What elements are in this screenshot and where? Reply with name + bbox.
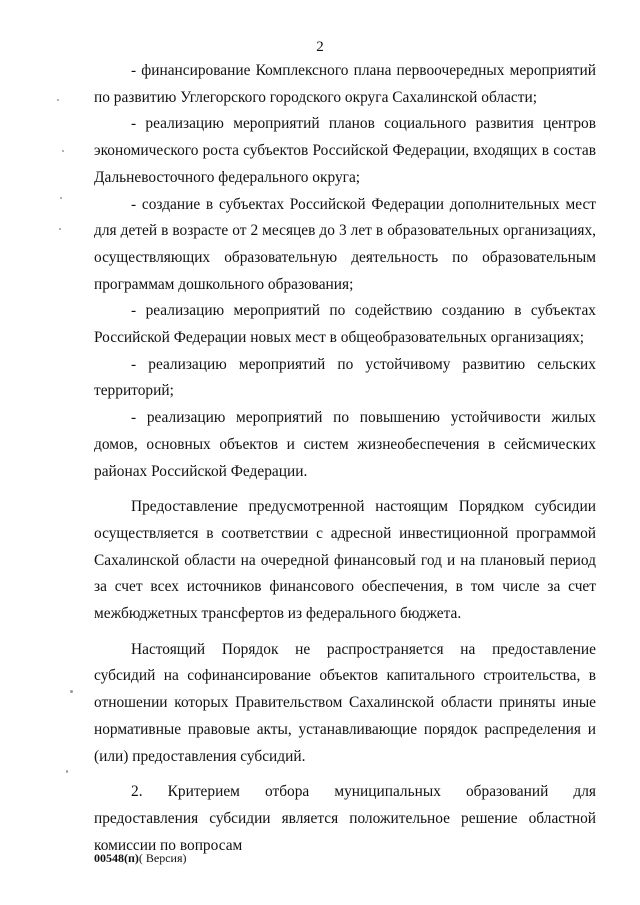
list-item-rural-development: - реализацию мероприятий по устойчивому развитию сельских территорий; [94, 355, 596, 400]
list-item-school-places: - реализацию мероприятий по содействию созданию в субъектах Российской Федерации новых мест в общеобразовательных организациях; [94, 302, 596, 347]
scan-speck [70, 690, 73, 693]
page-number: 2 [316, 39, 324, 55]
list-item-preschool-places: - создание в субъектах Российской Федерации дополнительных мест для детей в возрасте от 2 месяцев до 3 лет в образовательных организациях, осуществляющих образовательную деятельность по образовательным программам дошкольного образования; [94, 195, 596, 293]
list-item-seismic-resilience: - реализацию мероприятий по повышению устойчивости жилых домов, основных объектов и систем жизнеобеспечения в сейсмических районах Российской Федерации. [94, 409, 596, 480]
document-footer [94, 851, 187, 865]
paragraph-scope-exclusion: Настоящий Порядок не распространяется на предоставление субсидий на софинансирование объектов капитального строительства, в отношении которых Правительством Сахалинской области приняты иные нормативные правовые акты, устанавливающие порядок распределения и (или) предоставления субсидий. [94, 640, 596, 765]
document-version: ( Версия) [138, 851, 187, 865]
list-item-uglegorsk-plan: - финансирование Комплексного плана первоочередных мероприятий по развитию Углегорского городского округа Сахалинской области; [94, 62, 596, 106]
scan-speck [59, 228, 61, 230]
scan-speck [66, 770, 68, 773]
document-body [94, 58, 596, 859]
scan-speck [57, 99, 59, 101]
paragraph-selection-criterion: 2. Критерием отбора муниципальных образований для предоставления субсидии является положительное решение областной комиссии по вопросам [94, 783, 596, 854]
scan-speck [60, 197, 62, 199]
scan-speck [62, 150, 64, 152]
paragraph-subsidy-provision: Предоставление предусмотренной настоящим Порядком субсидии осуществляется в соответствии с адресной инвестиционной программой Сахалинской области на очередной финансовый год и на плановый период за счет всех источников финансового обеспечения, в том числе за счет межбюджетных трансфертов из федерального бюджета. [94, 498, 596, 623]
list-item-economic-growth-centers: - реализацию мероприятий планов социального развития центров экономического роста субъектов Российской Федерации, входящих в состав Дальневосточного федерального округа; [94, 115, 596, 186]
document-code: 00548(п) [94, 851, 139, 865]
